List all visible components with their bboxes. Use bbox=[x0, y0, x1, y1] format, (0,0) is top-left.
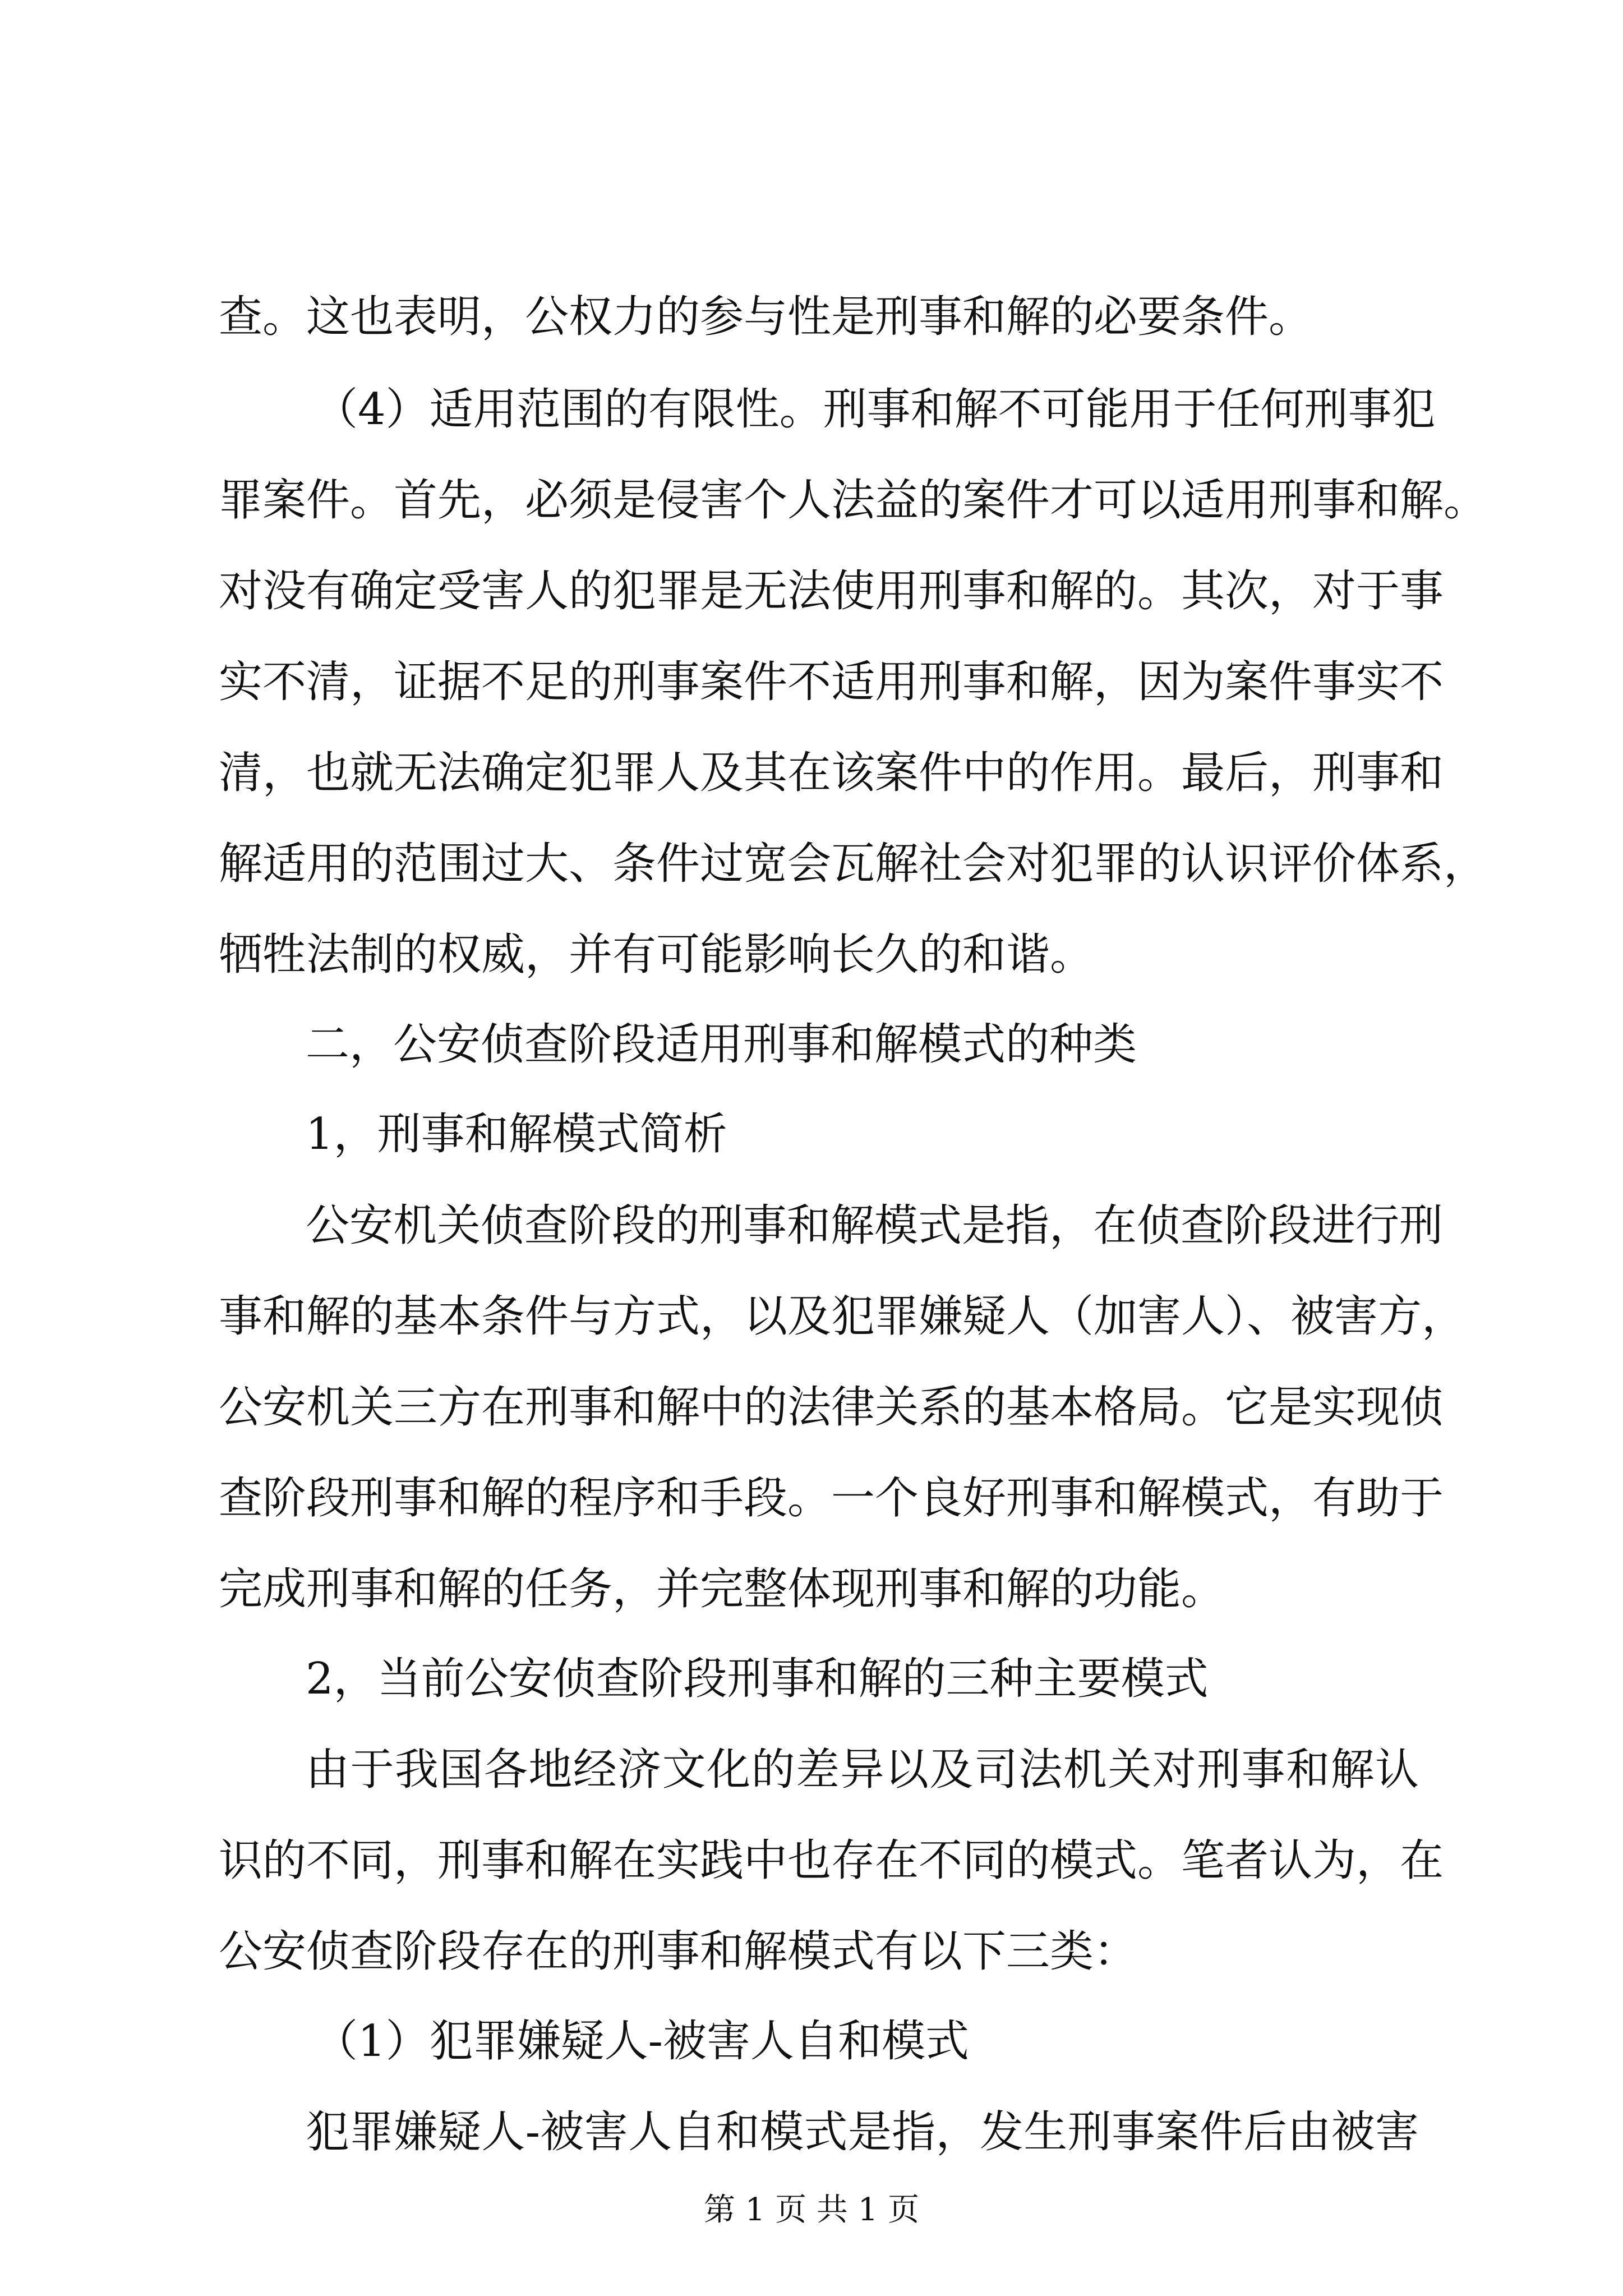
body-text-line: 牺牲法制的权威，并有可能影响长久的和谐。 bbox=[219, 930, 1094, 980]
subsection-heading: 1，刑事和解模式简析 bbox=[306, 1109, 727, 1159]
page-footer: 第 1 页 共 1 页 bbox=[703, 2192, 920, 2228]
body-text-line: （4）适用范围的有限性。刑事和解不可能用于任何刑事犯 bbox=[314, 384, 1436, 435]
body-text-line: 公安机关侦查阶段的刑事和解模式是指，在侦查阶段进行刑 bbox=[306, 1200, 1444, 1251]
body-text-line: 解适用的范围过大、条件过宽会瓦解社会对犯罪的认识评价体系， bbox=[219, 839, 1488, 889]
body-text-line: 公安侦查阶段存在的刑事和解模式有以下三类： bbox=[219, 1926, 1138, 1977]
body-text-line: 犯罪嫌疑人-被害人自和模式是指，发生刑事案件后由被害 bbox=[306, 2107, 1419, 2157]
body-text-line: 查。这也表明，公权力的参与性是刑事和解的必要条件。 bbox=[219, 292, 1313, 342]
subsection-heading: （1）犯罪嫌疑人-被害人自和模式 bbox=[314, 2016, 969, 2067]
body-text-line: 罪案件。首先，必须是侵害个人法益的案件才可以适用刑事和解。 bbox=[219, 475, 1488, 526]
body-text-line: 对没有确定受害人的犯罪是无法使用刑事和解的。其次，对于事 bbox=[219, 566, 1444, 616]
body-text-line: 清，也就无法确定犯罪人及其在该案件中的作用。最后，刑事和 bbox=[219, 748, 1444, 798]
body-text-line: 识的不同，刑事和解在实践中也存在不同的模式。笔者认为，在 bbox=[219, 1835, 1444, 1886]
body-text-line: 查阶段刑事和解的程序和手段。一个良好刑事和解模式，有助于 bbox=[219, 1473, 1444, 1524]
body-text-line: 由于我国各地经济文化的差异以及司法机关对刑事和解认 bbox=[306, 1745, 1419, 1795]
body-text-line: 公安机关三方在刑事和解中的法律关系的基本格局。它是实现侦 bbox=[219, 1382, 1444, 1433]
body-text-line: 事和解的基本条件与方式，以及犯罪嫌疑人（加害人）、被害方， bbox=[219, 1291, 1466, 1342]
section-heading: 二，公安侦查阶段适用刑事和解模式的种类 bbox=[306, 1019, 1137, 1070]
body-text-line: 完成刑事和解的任务，并完整体现刑事和解的功能。 bbox=[219, 1564, 1225, 1614]
body-text-line: 实不清，证据不足的刑事案件不适用刑事和解，因为案件事实不 bbox=[219, 657, 1444, 707]
subsection-heading: 2，当前公安侦查阶段刑事和解的三种主要模式 bbox=[306, 1654, 1209, 1704]
